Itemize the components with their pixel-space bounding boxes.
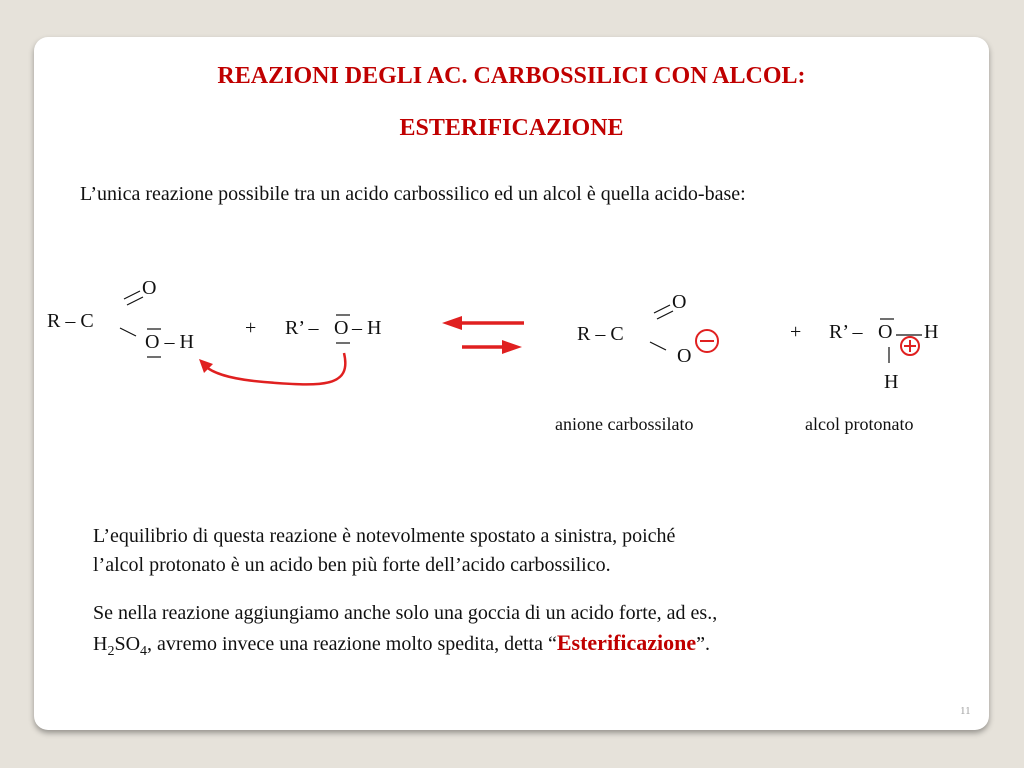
line2-end: ”. [696, 633, 711, 655]
formula-sub-2: 2 [107, 644, 115, 659]
slide [34, 37, 989, 730]
anion-o-top: O [672, 291, 687, 313]
acid-r-c: R – C [47, 310, 94, 332]
acid-double-bond-a [124, 291, 140, 299]
formula-sub-4: 4 [140, 644, 148, 659]
protonated-r-prime: R’ – [829, 321, 863, 343]
anion-double-bond-b [657, 311, 673, 319]
anion-double-bond-a [654, 305, 670, 313]
formula-so: SO [114, 633, 141, 655]
alcohol-h: – H [352, 317, 382, 339]
protonated-h: H [924, 321, 939, 343]
alcohol-oxygen: O [334, 317, 349, 339]
slide-title-line2: ESTERIFICAZIONE [399, 115, 624, 141]
protonated-h-bottom: H [884, 371, 899, 393]
paragraph-esterification [93, 599, 963, 666]
anion-r-c: R – C [577, 323, 624, 345]
plus-sign-2: + [790, 321, 802, 343]
plus-sign-1: + [245, 317, 257, 339]
page-number: 11 [960, 705, 971, 717]
highlight-esterificazione: Esterificazione [556, 630, 697, 655]
equilibrium-arrow-back-head [442, 316, 462, 330]
anion-o-bottom: O [677, 345, 692, 367]
intro-text: L’unica reazione possibile tra un acido carbossilico ed un alcol è quella acido-base: [80, 183, 746, 205]
protonated-oxygen: O [878, 321, 893, 343]
label-anione-carbossilato: anione carbossilato [555, 414, 694, 434]
acid-double-bond-b [127, 297, 143, 305]
curved-electron-arrow [204, 353, 345, 384]
paragraph-equilibrium-line1: L’equilibrio di questa reazione è notevolmente spostato a sinistra, poiché [93, 525, 676, 547]
line2-rest: , avremo invece una reazione molto spedita, detta “ [147, 633, 557, 655]
acid-o-h: O – H [145, 331, 194, 353]
anion-single-bond [650, 342, 666, 350]
acid-single-bond [120, 328, 136, 336]
paragraph-equilibrium [93, 522, 953, 580]
paragraph-equilibrium-line2: l’alcol protonato è un acido ben più forte dell’acido carbossilico. [93, 554, 611, 576]
alcohol-r-prime: R’ – [285, 317, 319, 339]
equilibrium-arrow-forward-head [502, 340, 522, 354]
formula-h: H [93, 633, 108, 655]
acid-o-top: O [142, 277, 157, 299]
paragraph-esterification-line2 [93, 628, 963, 666]
slide-title-line1: REAZIONI DEGLI AC. CARBOSSILICI CON ALCOL: [217, 63, 806, 89]
label-alcol-protonato: alcol protonato [805, 414, 914, 434]
paragraph-esterification-line1: Se nella reazione aggiungiamo anche solo una goccia di un acido forte, ad es., [93, 602, 718, 624]
